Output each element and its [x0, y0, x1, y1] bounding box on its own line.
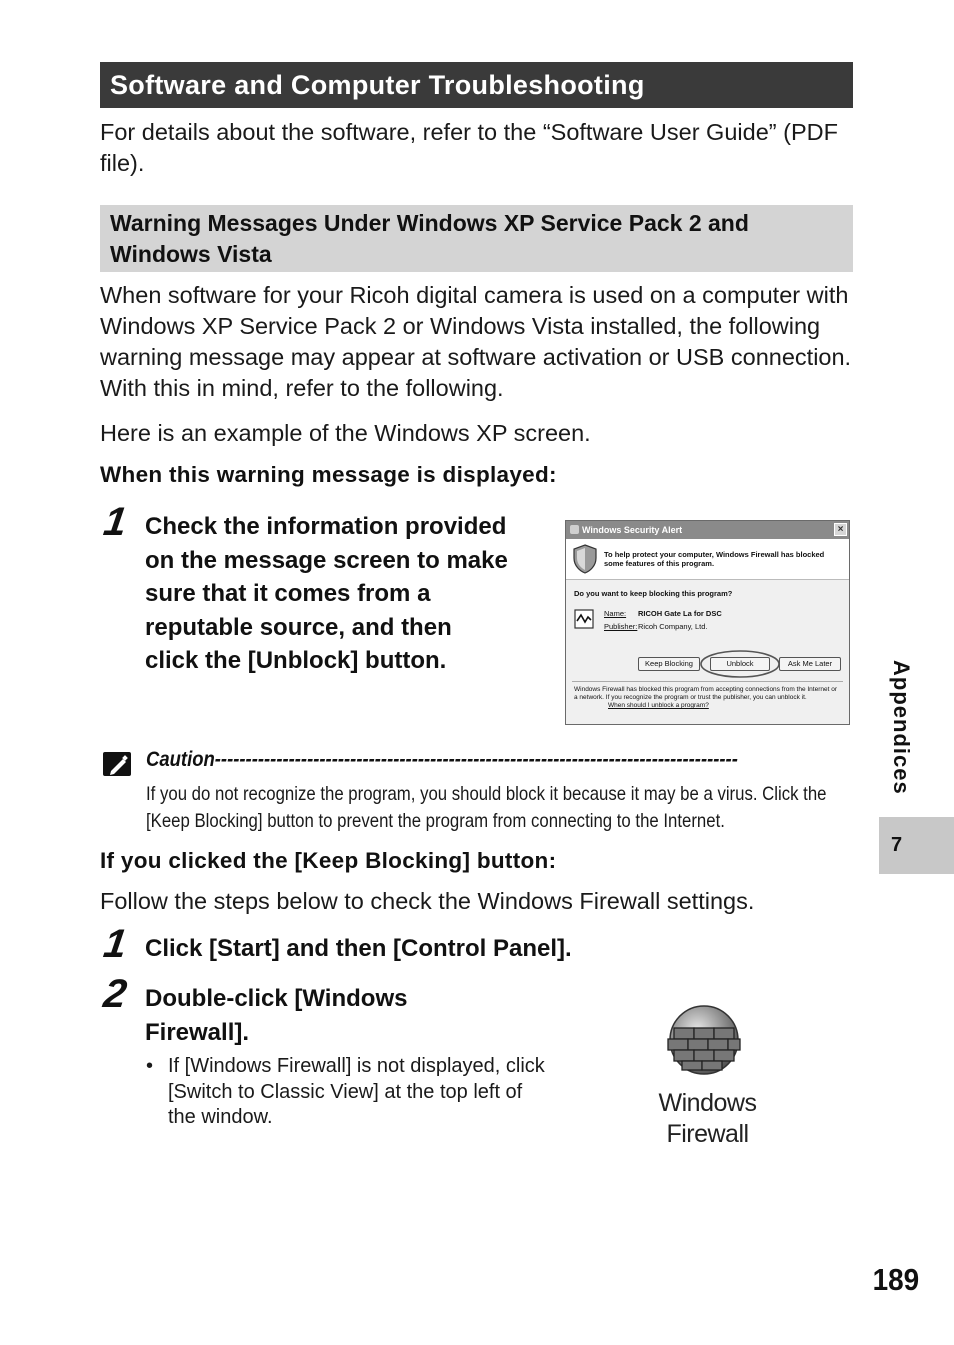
- page-number: 189: [872, 1262, 920, 1297]
- section-intro: For details about the software, refer to the “Software User Guide” (PDF file).: [100, 119, 838, 176]
- publisher-label: Publisher:: [604, 622, 638, 631]
- dialog-title: Windows Security Alert: [582, 525, 683, 535]
- when-displayed-heading: When this warning message is displayed:: [100, 462, 557, 487]
- dialog-header-text: To help protect your computer, Windows Firewall has blocked some features of this program.: [604, 550, 825, 568]
- keep-blocking-intro: Follow the steps below to check the Windows Firewall settings.: [100, 888, 755, 914]
- step-text: Click [Start] and then [Control Panel].: [145, 935, 572, 962]
- firewall-label-line2: Firewall: [666, 1120, 749, 1148]
- publisher-value: Ricoh Company, Ltd.: [638, 622, 708, 631]
- bullet-text: If [Windows Firewall] is not displayed, click [Switch to Classic View] at the top left of the window.: [168, 1055, 545, 1128]
- close-icon: ×: [834, 523, 847, 536]
- section-title: Software and Computer Troubleshooting: [100, 62, 853, 108]
- side-tab-label: Appendices: [889, 660, 914, 795]
- subsection-paragraph: When software for your Ricoh digital camera is used on a computer with Windows XP Service Pack 2 or Windows Vista installed, the following warning message may appear at software activation or USB connection. With this in mind, refer to the following.: [100, 282, 852, 401]
- step-number: 1: [100, 922, 130, 966]
- windows-security-alert-screenshot: [565, 520, 850, 725]
- subsection-title: Warning Messages Under Windows XP Service Pack 2 and Windows Vista: [100, 205, 853, 272]
- unblock-button[interactable]: Unblock: [710, 657, 770, 671]
- name-label: Name:: [604, 609, 627, 618]
- step-text: Check the information provided on the message screen to make sure that it comes from a reputable source, and then click the [Unblock] button.: [145, 513, 508, 674]
- dialog-header: [566, 539, 849, 580]
- step-text: Double-click [Windows Firewall].: [145, 985, 408, 1046]
- step-number: 2: [100, 972, 130, 1016]
- name-value: RICOH Gate La for DSC: [638, 609, 722, 618]
- dialog-divider: [572, 681, 843, 682]
- caution-icon: [102, 751, 132, 777]
- dialog-footer-text: Windows Firewall has blocked this program from accepting connections from the Internet or a network. If you recognize the program or trust the publisher, you can unblock it.: [574, 686, 838, 701]
- shield-icon: [572, 544, 598, 574]
- keep-blocking-button[interactable]: Keep Blocking: [638, 657, 700, 671]
- windows-firewall-icon: [664, 1002, 748, 1080]
- dialog-question: Do you want to keep blocking this program?: [574, 589, 733, 598]
- shield-small-icon: [570, 525, 579, 534]
- dialog-titlebar: [566, 521, 849, 539]
- bullet-glyph: •: [146, 1055, 154, 1077]
- caution-text: If you do not recognize the program, you should block it because it may be a virus. Click the [Keep Blocking] button to prevent the program from connecting to the Internet.: [146, 783, 827, 832]
- step-number: 1: [100, 500, 130, 544]
- ask-me-later-button[interactable]: Ask Me Later: [779, 657, 841, 671]
- unblock-highlight-ellipse: [699, 649, 781, 679]
- firewall-icon-label: [640, 1088, 775, 1150]
- program-icon: [574, 609, 594, 629]
- example-note: Here is an example of the Windows XP screen.: [100, 420, 591, 446]
- dialog-footer-link[interactable]: When should I unblock a program?: [608, 702, 709, 709]
- caution-label: Caution-------------------------------------------------------------------------------------: [146, 748, 738, 771]
- keep-blocking-heading: If you clicked the [Keep Blocking] button:: [100, 848, 557, 873]
- firewall-label-line1: Windows: [658, 1089, 757, 1117]
- chapter-number: 7: [879, 817, 954, 874]
